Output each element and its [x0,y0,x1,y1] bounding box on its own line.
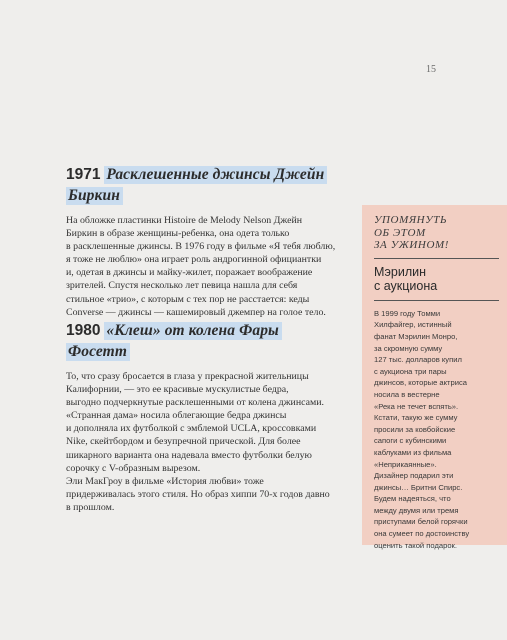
section-title: «Клеш» от колена Фары Фосетт [66,322,282,361]
section-1971 [66,164,340,319]
sidebar-kicker: УПОМЯНУТЬ ОБ ЭТОМ ЗА УЖИНОМ! [374,214,450,252]
section-heading [66,320,340,362]
sidebar-divider [374,300,499,301]
section-1980 [66,320,340,514]
section-body: На обложке пластинки Histoire de Melody Nelson Джейн Биркин в образе женщины-ребенка, она одета только в расклешенные джинсы. В 1976 году в фильме «Я тебя люблю, я тоже не люблю» она играет роль андрогинной официантки и, одетая в джинсы и майку-жилет, поражает воображение зрителей. Спустя несколько лет певица нашла для себя стильное «трио», с которым с тех пор не расстается: кеды Converse — джинсы — кашемировый джемпер на голое тело. [66,215,336,318]
sidebar-title: Мэрилин с аукциона [374,264,438,294]
sidebar-body: В 1999 году Томми Хилфайгер, истинный фанат Мэрилин Монро, за скромную сумму 127 тыс. долларов купил с аукциона три пары джинсов, которые актриса носила в вестерне «Река не течет вспять». Кстати, такую же сумму просили за ковбойские сапоги с кубинскими каблуками из фильма «Неприкаянные». Дизайнер подарил эти джинсы… Бритни Спирс. Будем надеяться, что между двумя или тремя приступами белой горячки она сумеет по достоинству оценить такой подарок. [374,308,470,550]
sidebar-box [362,205,507,550]
section-year: 1980 [66,322,101,339]
section-title: Расклешенные джинсы Джейн Биркин [66,166,327,205]
page-number: 15 [426,64,436,75]
section-heading [66,164,340,206]
section-year: 1971 [66,166,101,183]
sidebar-divider [374,258,499,259]
section-body: То, что сразу бросается в глаза у прекрасной жительницы Калифорнии, — это ее красивые мускулистые бедра, выгодно подчеркнутые расклешенными от колена джинсами. «Странная дама» носила облегающие бедра джинсы и дополняла их футболкой с эмблемой UCLA, кроссовками Nike, скейтбордом и безупречной прической. Для более шикарного варианта она надевала вместо футболки белую сорочку с V-образным вырезом. Эли МакГроу в фильме «История любви» тоже придерживалась этого стиля. Но образ хиппи 70-х годов давно в прошлом. [66,371,330,513]
